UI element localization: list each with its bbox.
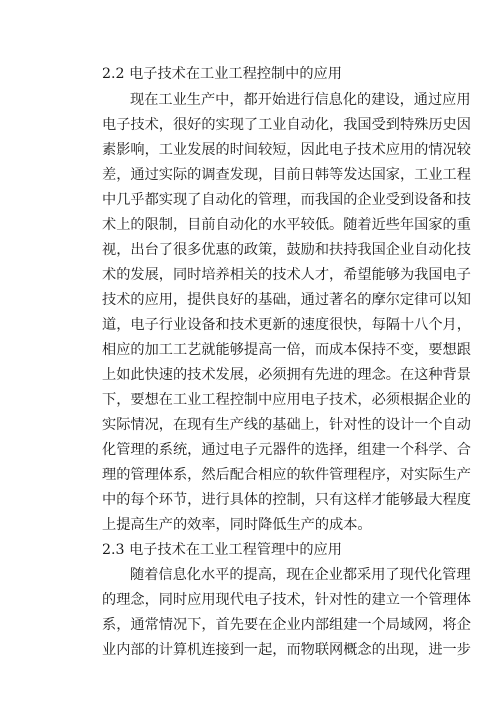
section-heading-2-3: 2.3 电子技术在工业工程管理中的应用 bbox=[102, 542, 342, 558]
section-heading-2-2: 2.2 电子技术在工业工程控制中的应用 bbox=[102, 66, 342, 82]
paragraph-line: 素影响，工业发展的时间较短，因此电子技术应用的情况较 bbox=[102, 142, 471, 158]
paragraph-line: 实际情况，在现有生产线的基础上，针对性的设计一个自动 bbox=[102, 417, 471, 433]
paragraph-line: 差，通过实际的调查发现，目前日韩等发达国家，工业工程 bbox=[102, 167, 471, 183]
paragraph-line: 术上的限制，目前自动化的水平较低。随着近些年国家的重 bbox=[102, 217, 471, 233]
paragraph-line: 上提高生产的效率，同时降低生产的成本。 bbox=[102, 517, 372, 533]
paragraph-line: 视，出台了很多优惠的政策，鼓励和扶持我国企业自动化技 bbox=[102, 242, 471, 258]
paragraph-line: 系，通常情况下，首先要在企业内部组建一个局域网，将企 bbox=[102, 617, 471, 633]
paragraph-line: 术的发展，同时培养相关的技术人才，希望能够为我国电子 bbox=[102, 267, 471, 283]
paragraph-line: 下，要想在工业工程控制中应用电子技术，必须根据企业的 bbox=[102, 392, 471, 408]
paragraph-line: 化管理的系统，通过电子元器件的选择，组建一个科学、合 bbox=[102, 442, 471, 458]
paragraph-line: 业内部的计算机连接到一起，而物联网概念的出现，进一步 bbox=[102, 642, 471, 658]
paragraph-line: 中的每个环节，进行具体的控制，只有这样才能够最大程度 bbox=[102, 492, 471, 508]
paragraph-line: 理的管理体系，然后配合相应的软件管理程序，对实际生产 bbox=[102, 467, 471, 483]
paragraph-line: 中几乎都实现了自动化的管理，而我国的企业受到设备和技 bbox=[102, 192, 471, 208]
paragraph-line: 道，电子行业设备和技术更新的速度很快，每隔十八个月， bbox=[102, 317, 471, 333]
paragraph-line: 的理念，同时应用现代电子技术，针对性的建立一个管理体 bbox=[102, 592, 471, 608]
paragraph-line: 现在工业生产中，都开始进行信息化的建设，通过应用 bbox=[130, 92, 471, 108]
paragraph-line: 相应的加工工艺就能够提高一倍，而成本保持不变，要想跟 bbox=[102, 342, 471, 358]
paragraph-line: 上如此快速的技术发展，必须拥有先进的理念。在这种背景 bbox=[102, 367, 471, 383]
paragraph-line: 随着信息化水平的提高，现在企业都采用了现代化管理 bbox=[130, 567, 471, 583]
paragraph-line: 电子技术，很好的实现了工业自动化，我国受到特殊历史因 bbox=[102, 117, 471, 133]
paragraph-line: 技术的应用，提供良好的基础，通过著名的摩尔定律可以知 bbox=[102, 292, 471, 308]
